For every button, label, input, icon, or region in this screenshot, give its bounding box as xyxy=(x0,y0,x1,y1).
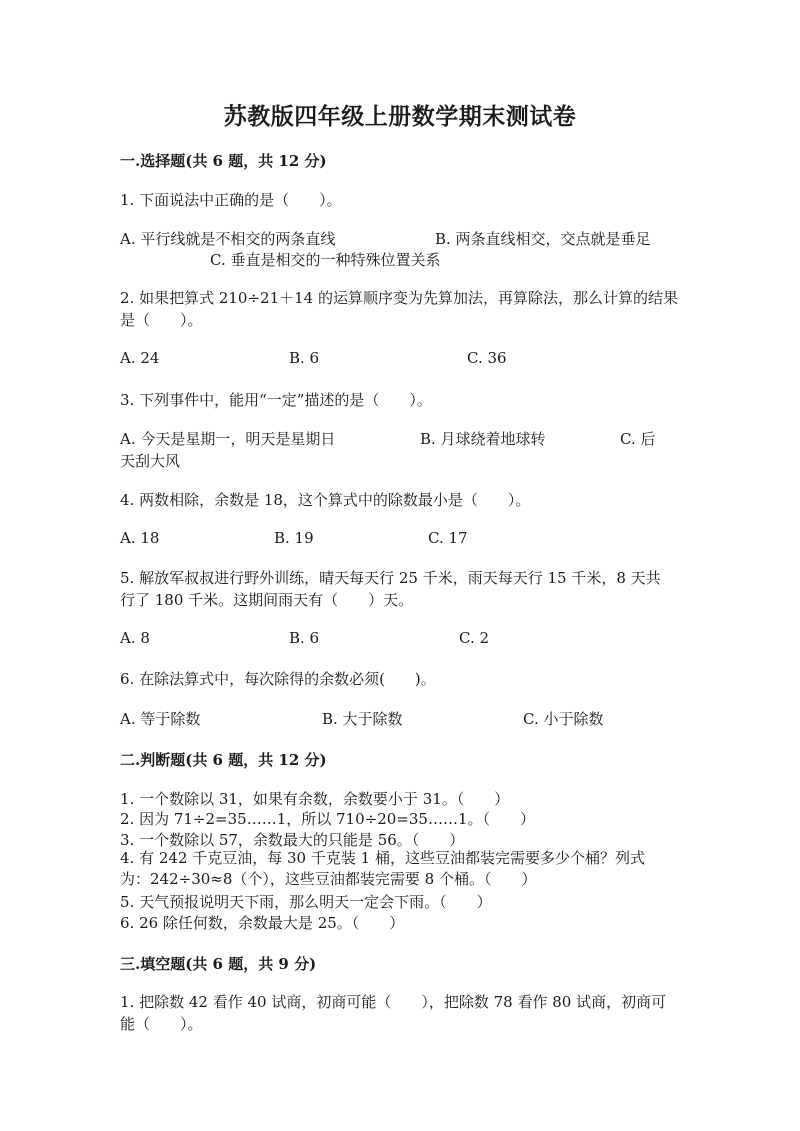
question-5: 5. 解放军叔叔进行野外训练，晴天每天行 25 千米，雨天每天行 15 千米，8 天共行了 180 千米。这期间雨天有（ ）天。 xyxy=(120,569,661,609)
question-2-option-c: C. 36 xyxy=(467,349,507,367)
question-5-option-c: C. 2 xyxy=(459,629,490,647)
fill-item-1: 1. 把除数 42 看作 40 试商，初商可能（ ），把除数 78 看作 80 试商，初商可能（ ）。 xyxy=(120,993,667,1033)
judge-item-1: 1. 一个数除以 31，如果有余数，余数要小于 31。（ ） xyxy=(120,790,510,808)
judge-item-2: 2. 因为 71÷2=35……1，所以 710÷20=35……1。（ ） xyxy=(120,810,535,828)
section-heading-fill: 三.填空题(共 6 题，共 9 分) xyxy=(120,955,317,973)
question-2-option-b: B. 6 xyxy=(289,349,320,367)
question-5-option-a: A. 8 xyxy=(120,629,150,647)
page-title: 苏教版四年级上册数学期末测试卷 xyxy=(223,103,577,130)
question-4-option-a: A. 18 xyxy=(120,529,160,547)
question-6-option-c: C. 小于除数 xyxy=(523,710,604,728)
question-2-option-a: A. 24 xyxy=(120,349,160,367)
section-heading-choice: 一.选择题(共 6 题，共 12 分) xyxy=(120,152,327,170)
section-heading-judge: 二.判断题(共 6 题，共 12 分) xyxy=(120,751,327,769)
judge-item-4: 4. 有 242 千克豆油，每 30 千克装 1 桶，这些豆油都装完需要多少个桶？列式为：242÷30≈8（个），这些豆油都装完需要 8 个桶。（ ） xyxy=(120,849,645,888)
question-5-option-b: B. 6 xyxy=(289,629,320,647)
question-3-option-c: C. 后天刮大风 xyxy=(120,430,656,470)
question-3: 3. 下列事件中，能用“一定”描述的是（ ）。 xyxy=(120,391,432,409)
judge-item-5: 5. 天气预报说明天下雨，那么明天一定会下雨。（ ） xyxy=(120,893,492,911)
question-4-option-c: C. 17 xyxy=(428,529,468,547)
question-1-option-b: B. 两条直线相交，交点就是垂足 xyxy=(435,230,651,248)
question-6: 6. 在除法算式中，每次除得的余数必须( )。 xyxy=(120,670,436,688)
question-1-option-c: C. 垂直是相交的一种特殊位置关系 xyxy=(210,251,441,269)
question-3-option-a: A. 今天是星期一，明天是星期日 xyxy=(120,430,336,448)
question-2: 2. 如果把算式 210÷21＋14 的运算顺序变为先算加法，再算除法，那么计算的结果是（ ）。 xyxy=(120,289,678,329)
question-1: 1. 下面说法中正确的是（ ）。 xyxy=(120,191,342,209)
question-4: 4. 两数相除，余数是 18，这个算式中的除数最小是（ ）。 xyxy=(120,491,531,509)
judge-item-3: 3. 一个数除以 57，余数最大的只能是 56。（ ） xyxy=(120,831,465,849)
question-1-option-a: A. 平行线就是不相交的两条直线 xyxy=(120,230,336,248)
judge-item-6: 6. 26 除任何数，余数最大是 25。（ ） xyxy=(120,914,405,932)
question-3-option-b: B. 月球绕着地球转 xyxy=(420,430,546,448)
question-4-option-b: B. 19 xyxy=(274,529,314,547)
question-6-option-a: A. 等于除数 xyxy=(120,710,201,728)
question-6-option-b: B. 大于除数 xyxy=(322,710,403,728)
